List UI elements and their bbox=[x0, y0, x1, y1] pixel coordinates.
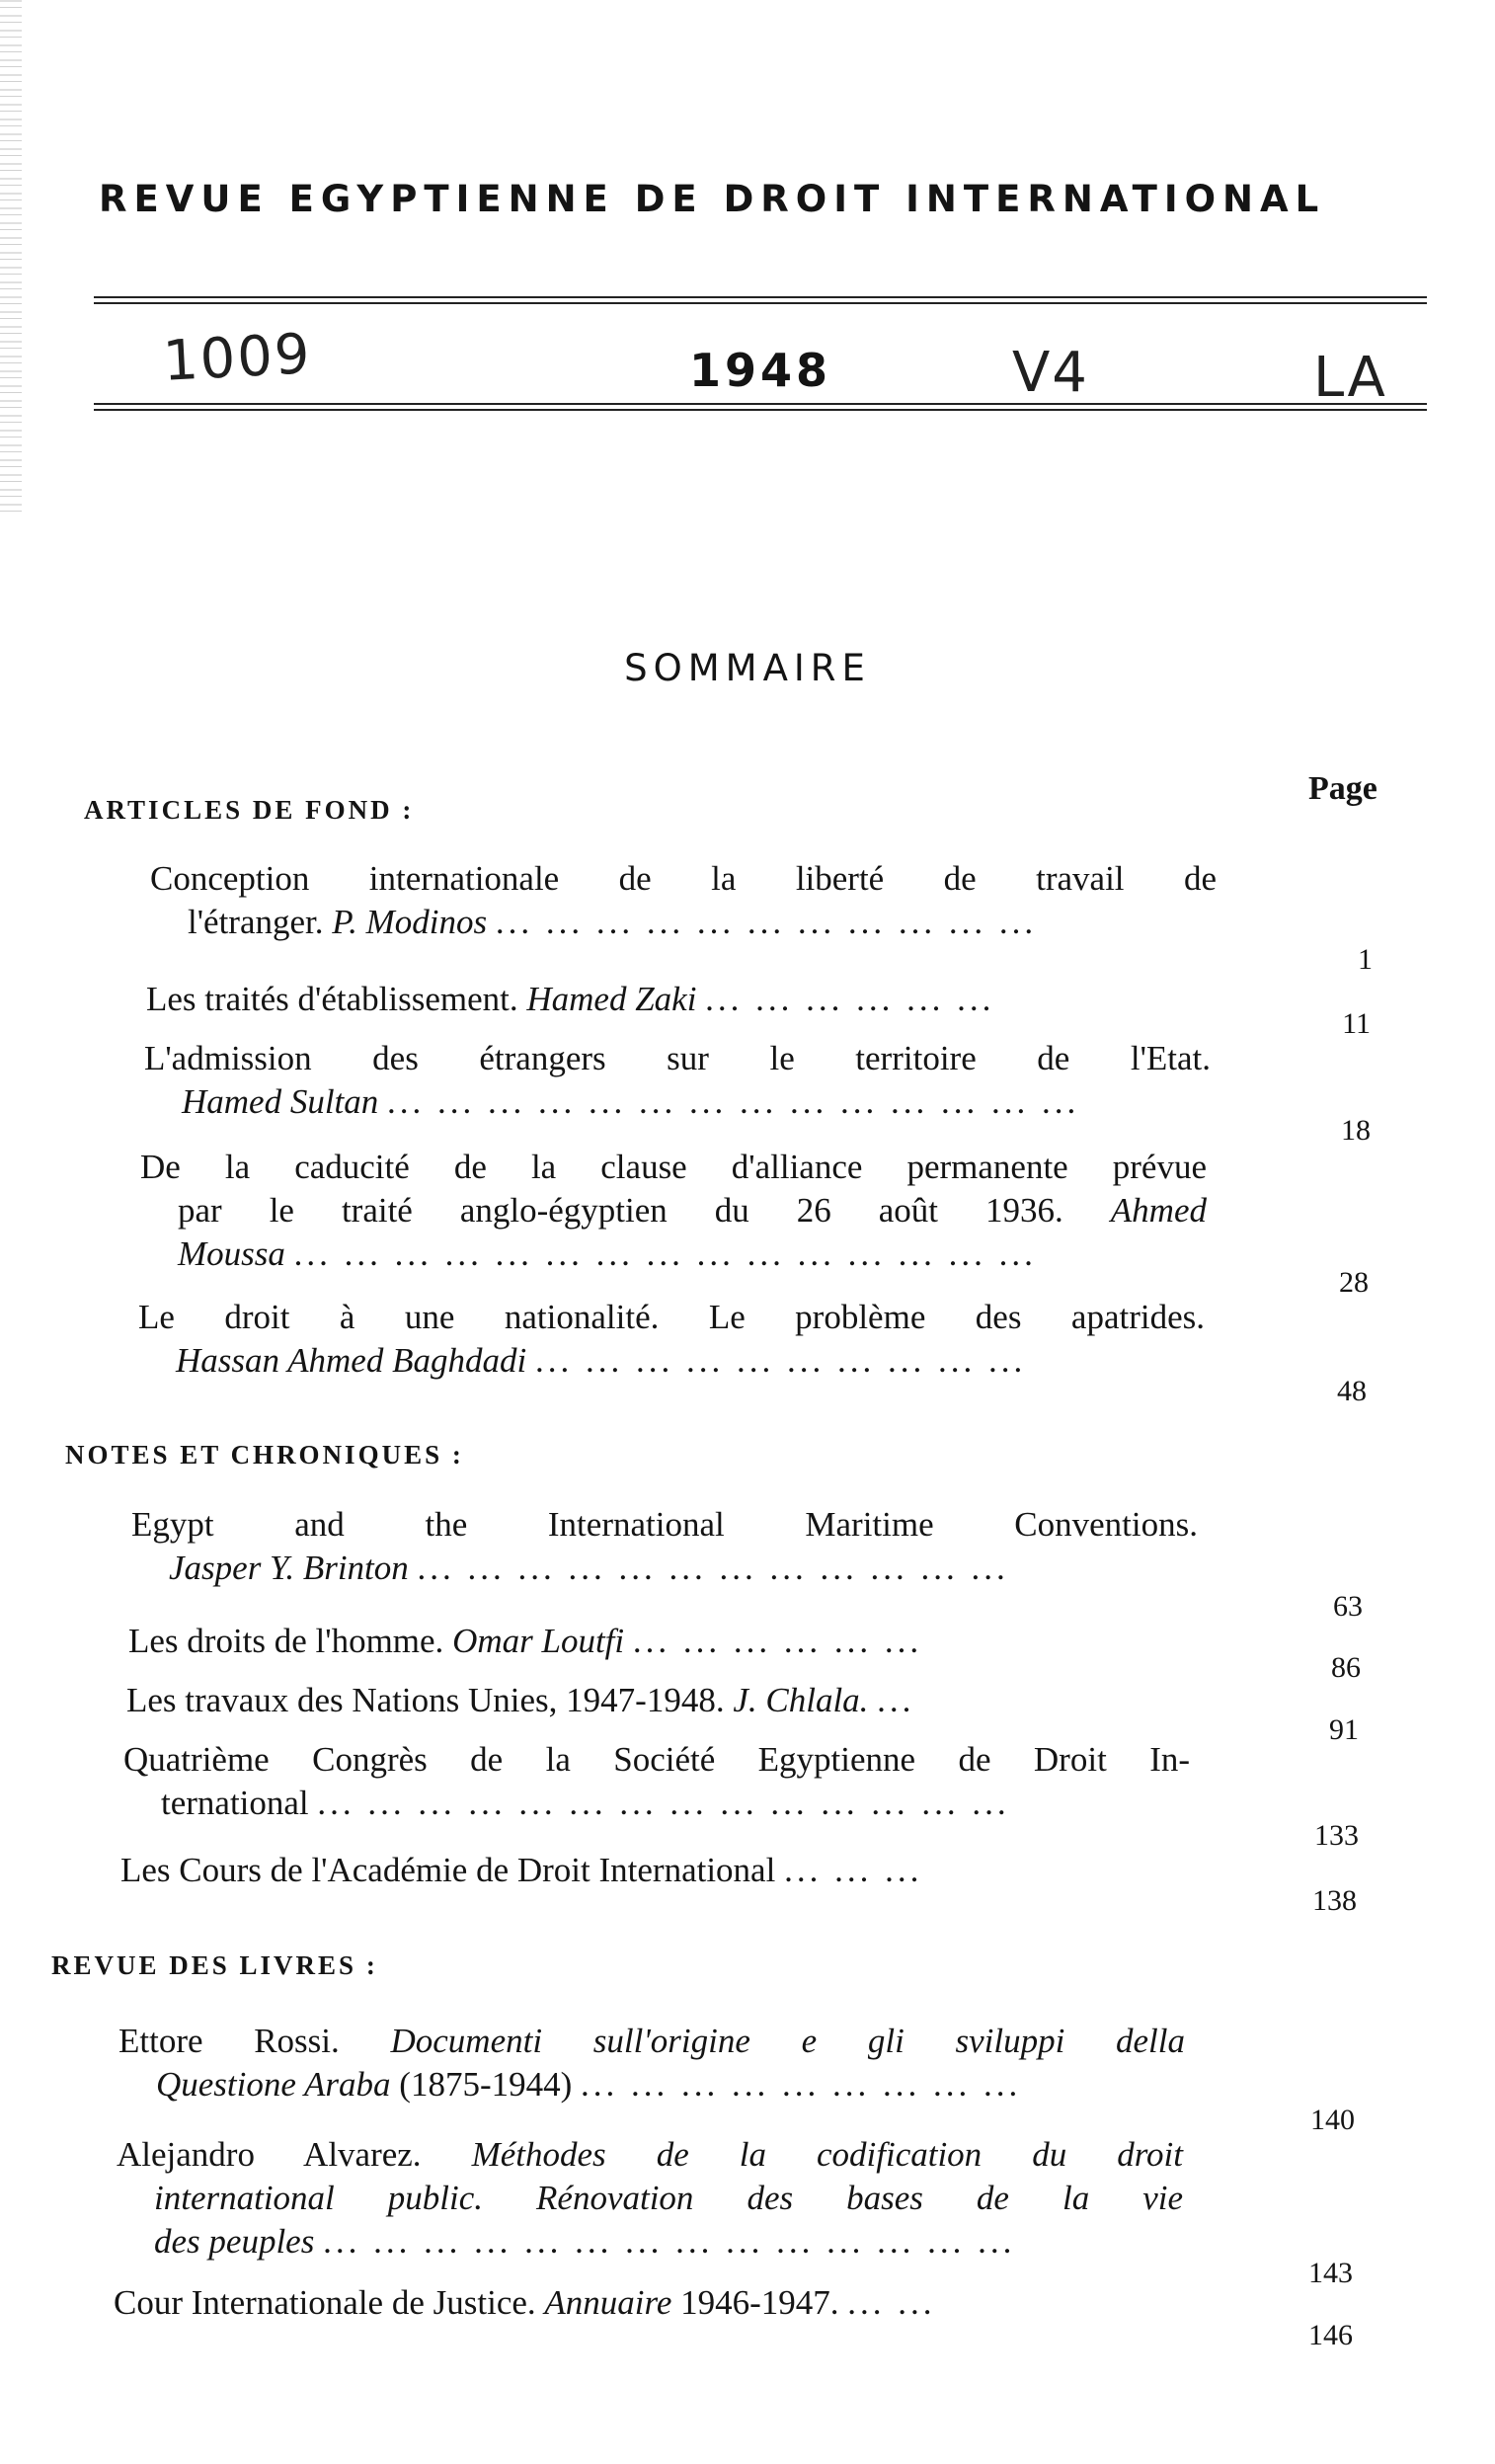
section-books: REVUE DES LIVRES : bbox=[51, 1950, 378, 1980]
toc-entry bbox=[118, 2020, 1185, 2106]
entry-title-cont: l'étranger. bbox=[188, 903, 324, 941]
page-number: 146 bbox=[1308, 2319, 1353, 2351]
toc-entry bbox=[150, 857, 1217, 944]
toc-entry bbox=[144, 1037, 1211, 1124]
page-number: 28 bbox=[1339, 1266, 1369, 1299]
entry-title: De la caducité de la clause d'alliance permanente prévue bbox=[140, 1148, 1207, 1186]
scan-edge-noise bbox=[0, 0, 22, 514]
entry-author: Ahmed bbox=[1110, 1191, 1207, 1230]
entry-title: Conception internationale de la liberté de travail de bbox=[150, 859, 1217, 898]
page-number: 48 bbox=[1337, 1375, 1367, 1407]
leader-dots: ... ... ... ... ... ... ... ... ... bbox=[581, 2065, 1022, 2104]
entry-author: Hamed Sultan bbox=[182, 1082, 379, 1121]
entry-title: Quatrième Congrès de la Société Egyptienne de Droit In- bbox=[123, 1740, 1190, 1779]
toc-entry bbox=[140, 1146, 1207, 1276]
entry-author: Jasper Y. Brinton bbox=[169, 1549, 409, 1587]
top-double-rule bbox=[94, 296, 1427, 304]
entry-author-cont: Moussa bbox=[178, 1234, 285, 1273]
toc-entry bbox=[131, 1503, 1198, 1590]
entry-title: Le droit à une nationalité. Le problème des apatrides. bbox=[138, 1298, 1205, 1336]
toc-entry bbox=[126, 1679, 1193, 1722]
leader-dots: ... ... ... ... ... ... ... ... ... ... ... bbox=[495, 903, 1038, 941]
leader-dots: ... bbox=[877, 1681, 915, 1719]
section-articles: ARTICLES DE FOND : bbox=[84, 795, 415, 825]
summary-title: SOMMAIRE bbox=[624, 647, 871, 689]
leader-dots: ... ... ... bbox=[784, 1851, 923, 1889]
entry-series: Annuaire bbox=[544, 2283, 672, 2322]
entry-title-cont: international public. Rénovation des bases de la vie bbox=[154, 2179, 1183, 2217]
entry-author: Hamed Zaki bbox=[526, 980, 697, 1018]
entry-dates: 1946-1947. bbox=[680, 2283, 839, 2322]
toc-entry bbox=[146, 978, 1213, 1021]
toc-entry bbox=[114, 2281, 1180, 2325]
leader-dots: ... ... ... ... ... ... ... ... ... ... ... ... ... ... ... bbox=[293, 1234, 1037, 1273]
toc-entry bbox=[128, 1620, 1195, 1663]
entry-title: Cour Internationale de Justice. bbox=[114, 2283, 536, 2322]
page-number: 86 bbox=[1331, 1651, 1361, 1684]
entry-dates: (1875-1944) bbox=[399, 2065, 573, 2104]
entry-title: Méthodes de la codification du droit bbox=[471, 2135, 1184, 2174]
volume-year: 1948 bbox=[688, 344, 832, 397]
leader-dots: ... ... ... ... ... ... ... ... ... ... bbox=[534, 1341, 1027, 1380]
entry-title: L'admission des étrangers sur le territoire de l'Etat. bbox=[144, 1039, 1211, 1077]
toc-entry bbox=[117, 2133, 1183, 2264]
leader-dots: ... ... ... ... ... ... ... ... ... ... ... ... ... ... bbox=[323, 2222, 1016, 2261]
entry-title-cont: ternational bbox=[161, 1784, 309, 1822]
page-number: 11 bbox=[1342, 1007, 1371, 1040]
entry-title: Les traités d'établissement. bbox=[146, 980, 518, 1018]
page-number: 63 bbox=[1333, 1590, 1363, 1623]
page-number: 1 bbox=[1358, 943, 1373, 976]
entry-author: Ettore Rossi. bbox=[118, 2022, 340, 2060]
entry-author: Hassan Ahmed Baghdadi bbox=[176, 1341, 527, 1380]
toc-entry bbox=[120, 1849, 1187, 1892]
leader-dots: ... ... ... ... ... ... bbox=[632, 1622, 923, 1660]
entry-author: P. Modinos bbox=[332, 903, 488, 941]
page-number: 138 bbox=[1312, 1884, 1357, 1917]
handwritten-volume-mark: V4 bbox=[1012, 341, 1089, 405]
entry-title-cont: des peuples bbox=[154, 2222, 315, 2261]
entry-author: Omar Loutfi bbox=[452, 1622, 625, 1660]
leader-dots: ... ... ... ... ... ... ... ... ... ... ... ... ... ... bbox=[317, 1784, 1010, 1822]
toc-entry bbox=[123, 1738, 1190, 1825]
handwritten-accession-number: 1009 bbox=[161, 322, 314, 394]
entry-author: Alejandro Alvarez. bbox=[117, 2135, 422, 2174]
leader-dots: ... ... ... ... ... ... bbox=[705, 980, 995, 1018]
entry-title: Les travaux des Nations Unies, 1947-1948. bbox=[126, 1681, 725, 1719]
handwritten-location-mark: LA bbox=[1313, 346, 1387, 410]
journal-title: REVUE EGYPTIENNE DE DROIT INTERNATIONAL bbox=[99, 178, 1326, 220]
page-number: 143 bbox=[1308, 2257, 1353, 2289]
toc-entry bbox=[138, 1296, 1205, 1383]
section-notes: NOTES ET CHRONIQUES : bbox=[65, 1440, 464, 1470]
leader-dots: ... ... ... ... ... ... ... ... ... ... ... ... ... ... bbox=[387, 1082, 1080, 1121]
entry-title-cont: par le traité anglo-égyptien du 26 août 1936. bbox=[178, 1191, 1063, 1230]
page-number: 133 bbox=[1314, 1819, 1359, 1852]
entry-title: Documenti sull'origine e gli sviluppi della bbox=[390, 2022, 1185, 2060]
entry-author: J. Chlala. bbox=[733, 1681, 869, 1719]
page-number: 91 bbox=[1329, 1713, 1359, 1746]
entry-title: Egypt and the International Maritime Conventions. bbox=[131, 1505, 1198, 1544]
entry-title: Les Cours de l'Académie de Droit International bbox=[120, 1851, 776, 1889]
bottom-double-rule bbox=[94, 403, 1427, 411]
entry-title: Les droits de l'homme. bbox=[128, 1622, 444, 1660]
page-number: 140 bbox=[1310, 2104, 1355, 2136]
page-number: 18 bbox=[1341, 1114, 1371, 1147]
entry-title-cont: Questione Araba bbox=[156, 2065, 391, 2104]
leader-dots: ... ... ... ... ... ... ... ... ... ... ... ... bbox=[417, 1549, 1009, 1587]
page-column-header: Page bbox=[1308, 770, 1377, 807]
leader-dots: ... ... bbox=[847, 2283, 936, 2322]
